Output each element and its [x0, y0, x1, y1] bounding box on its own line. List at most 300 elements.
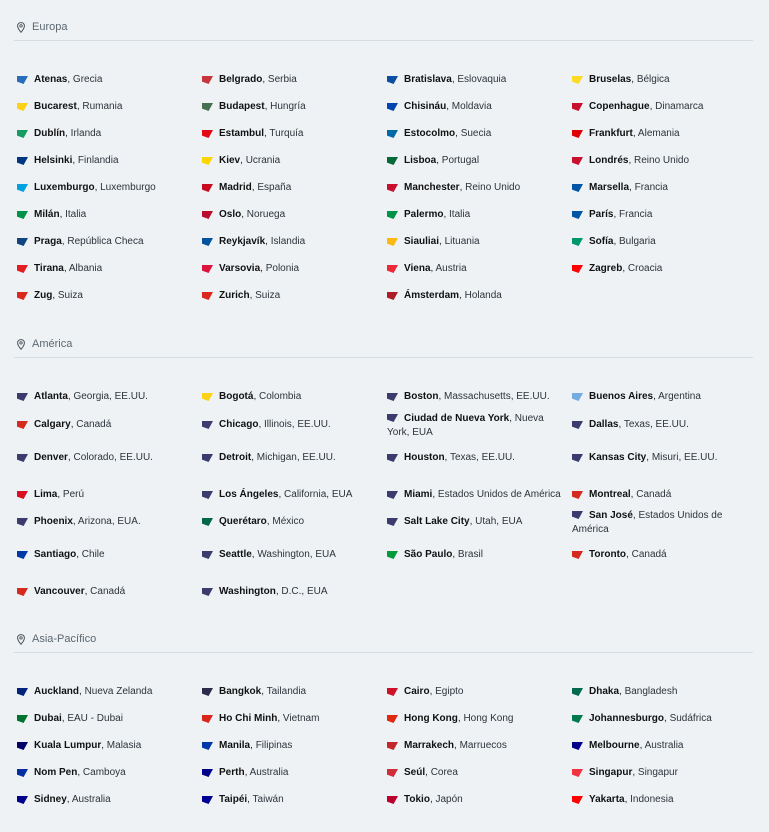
- country-flag-icon: [17, 742, 28, 750]
- city-text: Santiago, Chile: [34, 549, 105, 560]
- city-link[interactable]: [17, 73, 197, 87]
- city-link[interactable]: [202, 451, 382, 465]
- city-link[interactable]: [202, 181, 382, 195]
- city-link[interactable]: [202, 685, 382, 699]
- city-link[interactable]: [387, 712, 567, 726]
- country-flag-icon: [202, 742, 213, 750]
- city-link[interactable]: [202, 390, 382, 404]
- city-region: Chile: [81, 549, 105, 560]
- region-section-1: [14, 331, 753, 597]
- city-name: Belgrado: [219, 74, 263, 85]
- country-flag-icon: [572, 211, 583, 219]
- city-name: Praga: [34, 236, 62, 247]
- city-region: Colorado, EE.UU.: [73, 452, 153, 463]
- city-link[interactable]: [202, 289, 382, 303]
- city-text: Madrid, España: [219, 182, 292, 193]
- city-name: París: [589, 209, 614, 220]
- city-text: Zagreb, Croacia: [589, 263, 663, 274]
- city-text: Sidney, Australia: [34, 794, 111, 805]
- city-text: Vancouver, Canadá: [34, 586, 126, 597]
- city-text: Houston, Texas, EE.UU.: [404, 452, 515, 463]
- country-flag-icon: [387, 393, 398, 401]
- country-flag-icon: [17, 769, 28, 777]
- city-link[interactable]: [572, 181, 752, 195]
- city-link[interactable]: [387, 262, 567, 276]
- city-text: Zug, Suiza: [34, 290, 83, 301]
- country-flag-icon: [202, 238, 213, 246]
- city-link[interactable]: [17, 181, 197, 195]
- city-link[interactable]: [17, 289, 197, 303]
- city-link[interactable]: [572, 451, 752, 465]
- city-text: Johannesburgo, Sudáfrica: [589, 713, 712, 724]
- city-name: Yakarta: [589, 794, 625, 805]
- country-flag-icon: [17, 715, 28, 723]
- city-text: Buenos Aires, Argentina: [589, 391, 701, 402]
- country-flag-icon: [572, 238, 583, 246]
- city-name: Atlanta: [34, 391, 68, 402]
- city-text: Washington, D.C., EUA: [219, 586, 328, 597]
- city-text: Auckland, Nueva Zelanda: [34, 686, 153, 697]
- country-flag-icon: [17, 454, 28, 462]
- city-name: Bucarest: [34, 101, 77, 112]
- city-text: Estambul, Turquía: [219, 128, 304, 139]
- city-link[interactable]: [387, 181, 567, 195]
- city-link[interactable]: [387, 412, 567, 440]
- country-flag-icon: [572, 76, 583, 84]
- city-link[interactable]: [572, 127, 752, 141]
- city-name: Londrés: [589, 155, 629, 166]
- city-text: Chisináu, Moldavia: [404, 101, 492, 112]
- city-link[interactable]: [387, 235, 567, 249]
- city-link[interactable]: [202, 585, 382, 599]
- country-flag-icon: [387, 76, 398, 84]
- city-link[interactable]: [387, 73, 567, 87]
- country-flag-icon: [572, 769, 583, 777]
- country-flag-icon: [17, 588, 28, 596]
- city-link[interactable]: [572, 100, 752, 114]
- city-text: Sofía, Bulgaria: [589, 236, 656, 247]
- country-flag-icon: [572, 742, 583, 750]
- city-text: Reykjavík, Islandia: [219, 236, 306, 247]
- country-flag-icon: [202, 715, 213, 723]
- city-link[interactable]: [572, 235, 752, 249]
- city-text: Ho Chi Minh, Vietnam: [219, 713, 320, 724]
- city-name: Santiago: [34, 549, 77, 560]
- city-region: República Checa: [67, 236, 144, 247]
- city-region: Washington, EUA: [257, 549, 336, 560]
- city-link[interactable]: [17, 235, 197, 249]
- city-name: Oslo: [219, 209, 242, 220]
- city-region: Hong Kong: [463, 713, 514, 724]
- location-pin-icon: [17, 339, 25, 350]
- city-link[interactable]: [202, 712, 382, 726]
- city-region: Lituania: [444, 236, 480, 247]
- city-link[interactable]: [17, 390, 197, 404]
- city-text: Montreal, Canadá: [589, 489, 672, 500]
- city-text: Londrés, Reino Unido: [589, 155, 690, 166]
- city-text: Calgary, Canadá: [34, 419, 112, 430]
- city-name: Dublín: [34, 128, 66, 139]
- city-name: Zurich: [219, 290, 250, 301]
- country-flag-icon: [17, 238, 28, 246]
- city-text: Siauliai, Lituania: [404, 236, 480, 247]
- city-region: Alemania: [637, 128, 680, 139]
- region-header: [14, 14, 753, 41]
- city-region: Nueva Zelanda: [84, 686, 153, 697]
- city-region: Canadá: [76, 419, 112, 430]
- city-link[interactable]: [202, 548, 382, 562]
- country-flag-icon: [202, 551, 213, 559]
- city-region: Texas, EE.UU.: [623, 419, 689, 430]
- city-link[interactable]: [572, 509, 752, 537]
- city-text: Varsovia, Polonia: [219, 263, 300, 274]
- city-link[interactable]: [17, 712, 197, 726]
- city-region: Portugal: [441, 155, 480, 166]
- country-flag-icon: [17, 518, 28, 526]
- city-link[interactable]: [387, 390, 567, 404]
- city-region: Australia: [71, 794, 111, 805]
- city-name: Miami: [404, 489, 433, 500]
- city-link[interactable]: [202, 262, 382, 276]
- city-region: Marruecos: [459, 740, 507, 751]
- city-region: Dinamarca: [655, 101, 704, 112]
- country-flag-icon: [202, 769, 213, 777]
- country-flag-icon: [17, 551, 28, 559]
- city-region: Massachusetts, EE.UU.: [444, 391, 550, 402]
- city-region: Francia: [619, 209, 653, 220]
- city-text: Taipéi, Taiwán: [219, 794, 284, 805]
- city-region: Brasil: [457, 549, 483, 560]
- city-text: Manchester, Reino Unido: [404, 182, 521, 193]
- city-text: Querétaro, México: [219, 516, 305, 527]
- city-text: Perth, Australia: [219, 767, 289, 778]
- city-region: Luxemburgo: [100, 182, 156, 193]
- city-name: Perth: [219, 767, 245, 778]
- country-flag-icon: [387, 715, 398, 723]
- city-region: Austria: [435, 263, 467, 274]
- country-flag-icon: [387, 184, 398, 192]
- city-link[interactable]: [202, 739, 382, 753]
- city-text: Luxemburgo, Luxemburgo: [34, 182, 156, 193]
- city-region: Finlandia: [77, 155, 119, 166]
- city-link[interactable]: [202, 515, 382, 529]
- country-flag-icon: [572, 393, 583, 401]
- city-region: Hungría: [270, 101, 306, 112]
- city-text: Detroit, Michigan, EE.UU.: [219, 452, 336, 463]
- city-text: Zurich, Suiza: [219, 290, 281, 301]
- city-name: Tokio: [404, 794, 430, 805]
- city-link[interactable]: [202, 154, 382, 168]
- city-link[interactable]: [387, 685, 567, 699]
- region-title: Europa: [32, 21, 68, 33]
- city-name: Dallas: [589, 419, 619, 430]
- city-name: Kuala Lumpur: [34, 740, 102, 751]
- city-region: Reino Unido: [465, 182, 521, 193]
- city-text: Belgrado, Serbia: [219, 74, 297, 85]
- country-flag-icon: [572, 511, 583, 519]
- city-name: Lisboa: [404, 155, 437, 166]
- city-region: Michigan, EE.UU.: [256, 452, 336, 463]
- city-link[interactable]: [202, 208, 382, 222]
- country-flag-icon: [572, 265, 583, 273]
- country-flag-icon: [202, 421, 213, 429]
- city-text: París, Francia: [589, 209, 653, 220]
- city-name: Estambul: [219, 128, 265, 139]
- country-flag-icon: [202, 76, 213, 84]
- city-link[interactable]: [17, 208, 197, 222]
- city-link[interactable]: [17, 488, 197, 502]
- country-flag-icon: [202, 454, 213, 462]
- city-name: Dubai: [34, 713, 62, 724]
- country-flag-icon: [572, 130, 583, 138]
- city-name: Calgary: [34, 419, 71, 430]
- city-region: Colombia: [259, 391, 302, 402]
- region-section-2: [14, 626, 753, 805]
- city-link[interactable]: [17, 418, 197, 432]
- city-name: Washington: [219, 586, 276, 597]
- city-link[interactable]: [17, 262, 197, 276]
- city-name: Houston: [404, 452, 445, 463]
- country-flag-icon: [387, 130, 398, 138]
- city-link[interactable]: [572, 418, 752, 432]
- country-flag-icon: [17, 184, 28, 192]
- city-name: Seúl: [404, 767, 426, 778]
- city-text: Lima, Perú: [34, 489, 85, 500]
- city-text: Cairo, Egipto: [404, 686, 464, 697]
- city-link[interactable]: [17, 154, 197, 168]
- country-flag-icon: [387, 688, 398, 696]
- city-link[interactable]: [387, 289, 567, 303]
- city-region: Suecia: [460, 128, 492, 139]
- city-text: Palermo, Italia: [404, 209, 471, 220]
- country-flag-icon: [387, 211, 398, 219]
- city-text: Bucarest, Rumania: [34, 101, 123, 112]
- country-flag-icon: [202, 157, 213, 165]
- city-text: Dallas, Texas, EE.UU.: [589, 419, 689, 430]
- country-flag-icon: [572, 454, 583, 462]
- city-region: Noruega: [246, 209, 286, 220]
- city-region: Moldavia: [451, 101, 492, 112]
- city-region: California, EUA: [284, 489, 353, 500]
- city-name: Hong Kong: [404, 713, 458, 724]
- city-name: Palermo: [404, 209, 444, 220]
- city-name: Toronto: [589, 549, 627, 560]
- city-link[interactable]: [572, 548, 752, 562]
- city-text: Dhaka, Bangladesh: [589, 686, 678, 697]
- city-link[interactable]: [17, 548, 197, 562]
- city-link[interactable]: [202, 73, 382, 87]
- city-link[interactable]: [572, 488, 752, 502]
- city-name: Ciudad de Nueva York: [404, 413, 510, 424]
- city-text: Chicago, Illinois, EE.UU.: [219, 419, 331, 430]
- country-flag-icon: [572, 157, 583, 165]
- city-name: Marsella: [589, 182, 630, 193]
- city-link[interactable]: [572, 793, 752, 807]
- city-name: Detroit: [219, 452, 252, 463]
- city-link[interactable]: [202, 127, 382, 141]
- country-flag-icon: [387, 491, 398, 499]
- city-link[interactable]: [17, 100, 197, 114]
- city-link[interactable]: [387, 548, 567, 562]
- country-flag-icon: [17, 491, 28, 499]
- city-region: Estados Unidos de América: [437, 489, 561, 500]
- location-pin-icon: [17, 634, 25, 645]
- city-link[interactable]: [387, 515, 567, 529]
- country-flag-icon: [17, 103, 28, 111]
- city-link[interactable]: [202, 488, 382, 502]
- country-flag-icon: [572, 688, 583, 696]
- city-text: Frankfurt, Alemania: [589, 128, 680, 139]
- city-link[interactable]: [17, 793, 197, 807]
- location-pin-icon: [17, 22, 25, 33]
- country-flag-icon: [202, 103, 213, 111]
- city-text: Viena, Austria: [404, 263, 467, 274]
- country-flag-icon: [387, 796, 398, 804]
- city-name: Siauliai: [404, 236, 440, 247]
- city-link[interactable]: [572, 766, 752, 780]
- city-region: Islandia: [270, 236, 306, 247]
- city-name: Luxemburgo: [34, 182, 95, 193]
- country-flag-icon: [17, 265, 28, 273]
- city-name: Denver: [34, 452, 68, 463]
- city-text: Tirana, Albania: [34, 263, 103, 274]
- city-text: San José, Estados Unidos de América: [572, 510, 723, 535]
- city-name: Querétaro: [219, 516, 267, 527]
- city-name: Chisináu: [404, 101, 447, 112]
- city-name: Los Ángeles: [219, 489, 279, 500]
- city-link[interactable]: [387, 488, 567, 502]
- city-region: Bangladesh: [624, 686, 678, 697]
- city-link[interactable]: [387, 451, 567, 465]
- country-flag-icon: [202, 588, 213, 596]
- city-region: Polonia: [265, 263, 300, 274]
- city-region: España: [257, 182, 292, 193]
- city-region: Reino Unido: [634, 155, 690, 166]
- city-name: Cairo: [404, 686, 430, 697]
- city-name: San José: [589, 510, 633, 521]
- city-link[interactable]: [572, 208, 752, 222]
- city-region: México: [272, 516, 305, 527]
- city-link[interactable]: [17, 585, 197, 599]
- city-link[interactable]: [572, 390, 752, 404]
- country-flag-icon: [387, 265, 398, 273]
- city-link[interactable]: [202, 235, 382, 249]
- city-name: Vancouver: [34, 586, 85, 597]
- city-name: Bogotá: [219, 391, 254, 402]
- city-link[interactable]: [387, 793, 567, 807]
- city-link[interactable]: [17, 127, 197, 141]
- city-name: Bratislava: [404, 74, 452, 85]
- city-link[interactable]: [572, 154, 752, 168]
- region-title: Asia-Pacífico: [32, 633, 97, 645]
- city-name: Tirana: [34, 263, 64, 274]
- city-name: São Paulo: [404, 549, 453, 560]
- country-flag-icon: [387, 292, 398, 300]
- city-region: Indonesia: [630, 794, 674, 805]
- city-text: Tokio, Japón: [404, 794, 463, 805]
- city-text: Kansas City, Misuri, EE.UU.: [589, 452, 718, 463]
- city-region: Canadá: [631, 549, 667, 560]
- city-text: Dubai, EAU - Dubai: [34, 713, 123, 724]
- country-flag-icon: [202, 518, 213, 526]
- country-flag-icon: [17, 76, 28, 84]
- city-region: Australia: [249, 767, 289, 778]
- city-region: Sudáfrica: [669, 713, 712, 724]
- country-flag-icon: [387, 414, 398, 422]
- city-text: Estocolmo, Suecia: [404, 128, 492, 139]
- city-link[interactable]: [387, 100, 567, 114]
- city-region: Canadá: [90, 586, 126, 597]
- city-region: Italia: [65, 209, 87, 220]
- city-region: Singapur: [637, 767, 678, 778]
- city-name: Marrakech: [404, 740, 455, 751]
- city-link[interactable]: [202, 100, 382, 114]
- city-link[interactable]: [17, 766, 197, 780]
- city-link[interactable]: [572, 739, 752, 753]
- city-name: Frankfurt: [589, 128, 633, 139]
- city-link[interactable]: [202, 766, 382, 780]
- city-name: Singapur: [589, 767, 633, 778]
- city-link[interactable]: [17, 685, 197, 699]
- city-link[interactable]: [202, 793, 382, 807]
- city-link[interactable]: [387, 127, 567, 141]
- city-link[interactable]: [17, 515, 197, 529]
- city-region: Malasia: [106, 740, 142, 751]
- city-region: D.C., EUA: [281, 586, 328, 597]
- city-name: Copenhague: [589, 101, 650, 112]
- city-link[interactable]: [572, 73, 752, 87]
- city-region: Albania: [68, 263, 103, 274]
- country-flag-icon: [17, 211, 28, 219]
- city-region: Italia: [449, 209, 471, 220]
- city-region: Camboya: [82, 767, 126, 778]
- country-flag-icon: [202, 796, 213, 804]
- city-link[interactable]: [17, 451, 197, 465]
- city-link[interactable]: [572, 262, 752, 276]
- city-region: Grecia: [72, 74, 103, 85]
- city-link[interactable]: [387, 154, 567, 168]
- city-link[interactable]: [17, 739, 197, 753]
- country-flag-icon: [202, 184, 213, 192]
- city-text: Seúl, Corea: [404, 767, 458, 778]
- city-name: Atenas: [34, 74, 68, 85]
- country-flag-icon: [17, 688, 28, 696]
- city-name: Manchester: [404, 182, 460, 193]
- country-flag-icon: [387, 103, 398, 111]
- city-link[interactable]: [202, 418, 382, 432]
- city-region: Filipinas: [255, 740, 293, 751]
- city-name: Chicago: [219, 419, 259, 430]
- city-region: Nueva York, EUA: [387, 413, 544, 438]
- city-name: Bruselas: [589, 74, 632, 85]
- country-flag-icon: [202, 292, 213, 300]
- city-text: Marsella, Francia: [589, 182, 668, 193]
- city-region: Turquía: [269, 128, 304, 139]
- country-flag-icon: [202, 393, 213, 401]
- city-link[interactable]: [387, 739, 567, 753]
- city-text: Hong Kong, Hong Kong: [404, 713, 514, 724]
- city-name: Kiev: [219, 155, 241, 166]
- city-name: Sofía: [589, 236, 614, 247]
- city-link[interactable]: [387, 208, 567, 222]
- city-name: Varsovia: [219, 263, 261, 274]
- city-text: Lisboa, Portugal: [404, 155, 480, 166]
- city-link[interactable]: [572, 685, 752, 699]
- city-text: Yakarta, Indonesia: [589, 794, 674, 805]
- city-link[interactable]: [572, 712, 752, 726]
- city-link[interactable]: [387, 766, 567, 780]
- city-region: Vietnam: [282, 713, 320, 724]
